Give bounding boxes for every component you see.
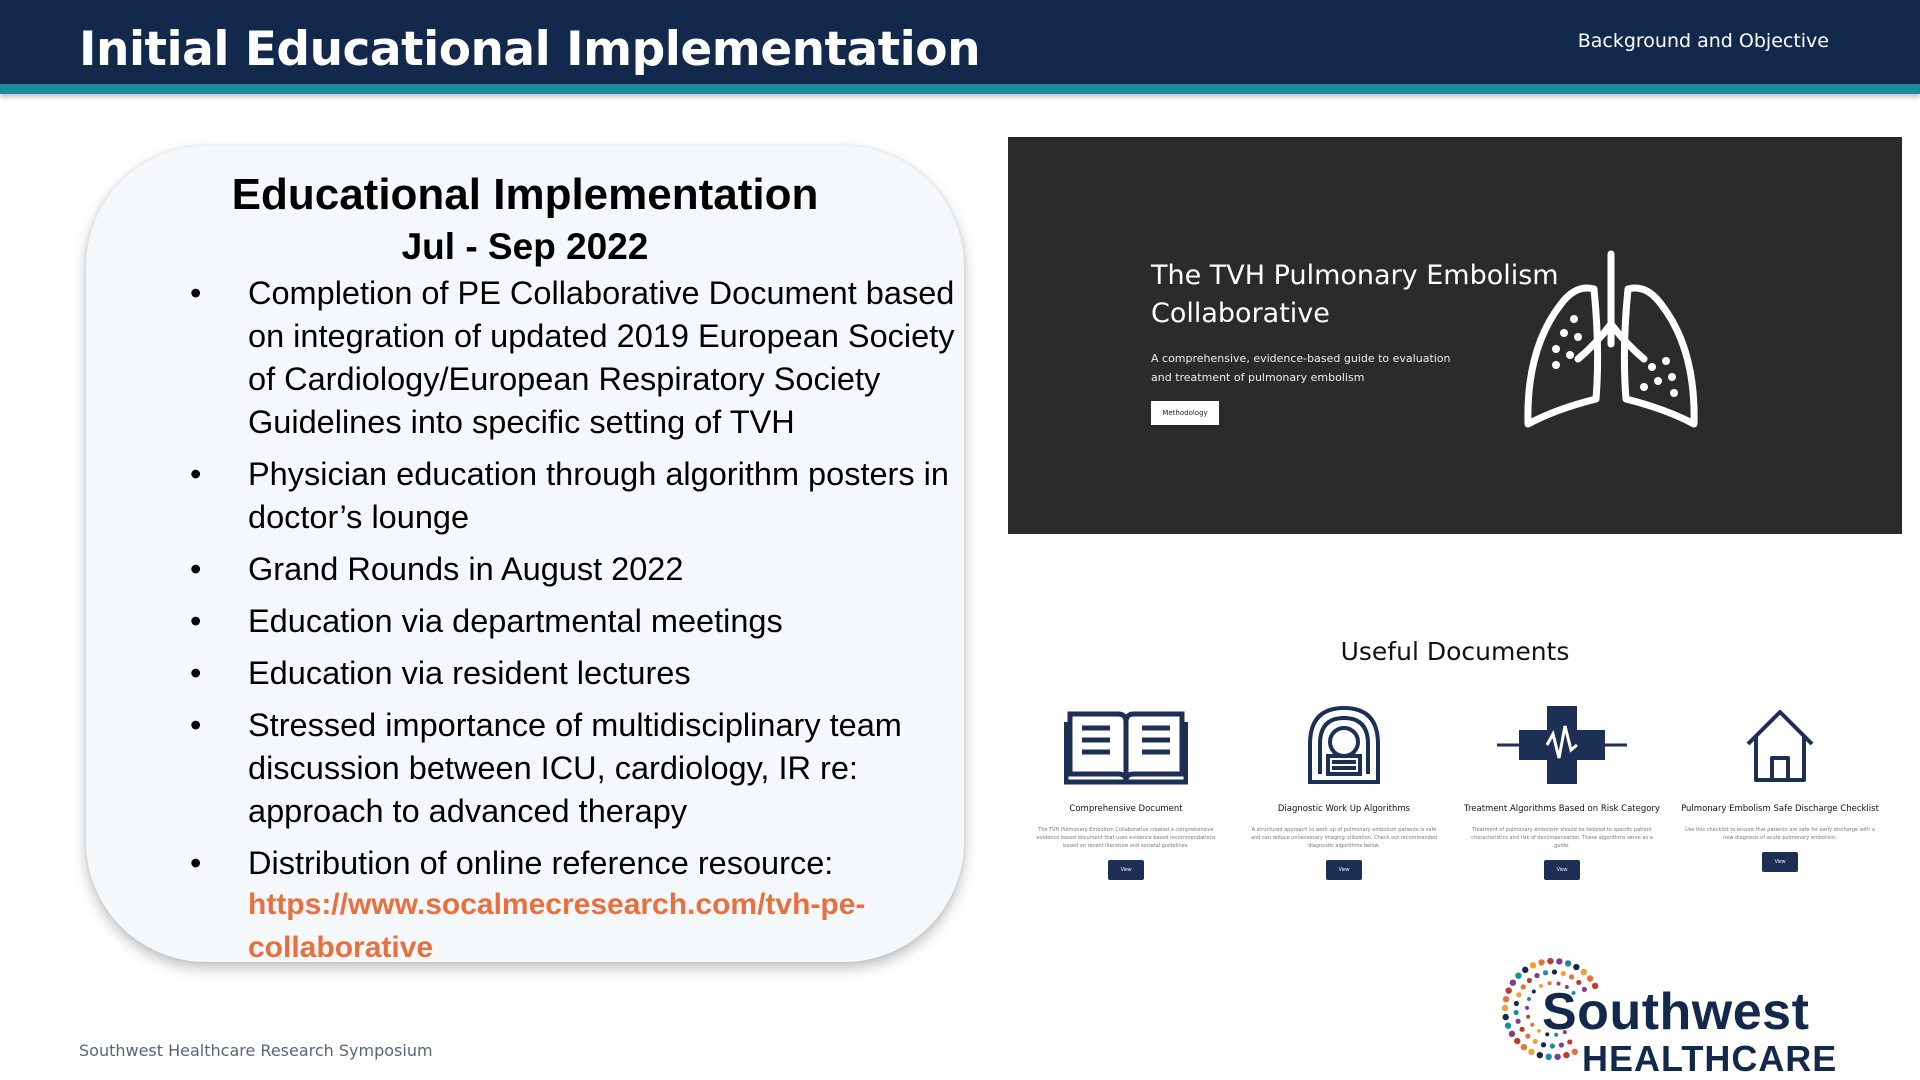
logo-dot xyxy=(1552,969,1557,974)
view-button[interactable]: View xyxy=(1108,860,1144,880)
medical-cross-icon xyxy=(1497,704,1627,786)
logo-dot xyxy=(1561,971,1566,976)
logo-dot xyxy=(1502,1014,1508,1020)
logo-dot xyxy=(1547,958,1553,964)
hero-title: The TVH Pulmonary Embolism Collaborative xyxy=(1151,260,1559,329)
slide-title: Initial Educational Implementation xyxy=(79,22,981,77)
logo-dot xyxy=(1543,970,1548,975)
logo-dot xyxy=(1519,1027,1524,1032)
bullet-text: Distribution of online reference resource: xyxy=(248,845,834,881)
bullet-text: Physician education through algorithm posters in doctor’s lounge xyxy=(248,456,949,535)
methodology-button[interactable]: Methodology xyxy=(1151,401,1219,425)
view-button[interactable]: View xyxy=(1762,852,1798,872)
bullet-text: Education via resident lectures xyxy=(248,655,691,691)
logo-dot xyxy=(1581,969,1587,975)
card-title: Educational Implementation xyxy=(231,170,819,219)
logo-dot xyxy=(1516,992,1521,997)
doc-title: Pulmonary Embolism Safe Discharge Checklist xyxy=(1681,804,1879,814)
logo-dot xyxy=(1545,1054,1551,1060)
bullet-text: Grand Rounds in August 2022 xyxy=(248,551,684,587)
logo-dot xyxy=(1510,979,1516,985)
logo-dot xyxy=(1527,997,1531,1001)
lungs-icon xyxy=(1516,249,1706,439)
logo-dot xyxy=(1505,987,1511,993)
bullet-text: Completion of PE Collaborative Document based on integration of updated 2019 European Society of Cardiology/European Respiratory Society Guidelines into specific setting of TVH xyxy=(248,275,955,440)
logo-dot xyxy=(1509,1031,1515,1037)
bullet-item xyxy=(108,652,958,695)
bullet-glyph: • xyxy=(190,707,202,743)
logo-dot xyxy=(1527,978,1532,983)
book-icon xyxy=(1064,704,1188,786)
logo-dot xyxy=(1530,962,1536,968)
logo-dot xyxy=(1521,984,1526,989)
bullet-glyph: • xyxy=(190,603,202,639)
logo-dot xyxy=(1537,1029,1541,1033)
logo-dot xyxy=(1565,960,1571,966)
doc-card-comprehensive xyxy=(1021,704,1231,880)
logo-dot xyxy=(1533,1039,1538,1044)
logo-dot xyxy=(1556,958,1562,964)
resource-link[interactable]: https://www.socalmecresearch.com/tvh-pe-collaborative xyxy=(248,888,866,964)
logo-dot xyxy=(1515,972,1521,978)
doc-description: Use this checklist to ensure that patients are safe for early discharge with a new diagnosis of acute pulmonary embolism. xyxy=(1685,827,1875,841)
logo-dot xyxy=(1534,973,1539,978)
bullet-glyph: • xyxy=(190,456,202,492)
logo-dot xyxy=(1515,1019,1520,1024)
header-stripe xyxy=(0,84,1920,94)
logo-dot xyxy=(1522,967,1528,973)
view-button[interactable]: View xyxy=(1326,860,1362,880)
logo-dot xyxy=(1528,1049,1534,1055)
logo-dot xyxy=(1514,1038,1520,1044)
doc-card-treatment xyxy=(1457,704,1667,880)
education-card xyxy=(86,146,964,962)
doc-title: Diagnostic Work Up Algorithms xyxy=(1277,804,1411,814)
logo-dot xyxy=(1550,1043,1555,1048)
bullet-glyph: • xyxy=(190,655,202,691)
header-bar xyxy=(0,0,1920,86)
logo-dot xyxy=(1537,1052,1543,1058)
logo-dot xyxy=(1541,1042,1546,1047)
bullet-item xyxy=(108,600,958,643)
card-subtitle: Jul - Sep 2022 xyxy=(401,226,649,267)
logo-wordmark: Southwest xyxy=(1542,983,1810,1041)
doc-description: A structured approach to work up of pulmonary embolism patients is safe and can reduce unnecessary imaging utilization. Check out recommended diagnostic algorithms below. xyxy=(1250,827,1438,849)
bullet-item xyxy=(108,548,958,591)
logo-dot xyxy=(1572,1049,1578,1055)
useful-documents-title: Useful Documents xyxy=(1340,637,1570,666)
logo-dot xyxy=(1521,1044,1527,1050)
logo-dot xyxy=(1573,964,1579,970)
logo-dot xyxy=(1526,1015,1530,1019)
logo-dot xyxy=(1514,1001,1519,1006)
bullet-text: Education via departmental meetings xyxy=(248,603,783,639)
logo-dot xyxy=(1525,1034,1530,1039)
doc-title: Treatment Algorithms Based on Risk Category xyxy=(1464,804,1660,814)
logo-dot xyxy=(1569,974,1574,979)
footer-text: Southwest Healthcare Research Symposium xyxy=(79,1041,433,1060)
bullet-item xyxy=(108,704,958,833)
southwest-healthcare-logo xyxy=(1498,954,1848,1079)
logo-dot xyxy=(1554,1054,1560,1060)
logo-dot xyxy=(1505,1023,1511,1029)
logo-dot xyxy=(1530,1023,1534,1027)
hero-description: A comprehensive, evidence-based guide to evaluation and treatment of pulmonary embolism xyxy=(1151,352,1451,384)
bullet-item xyxy=(108,842,958,969)
logo-dot xyxy=(1514,1010,1519,1015)
bullet-glyph: • xyxy=(190,845,202,881)
ct-scanner-icon xyxy=(1304,704,1384,786)
doc-description: The TVH Pulmonary Embolism Collaborative created a comprehensive evidence based document that uses evidence based recommendations based on recent literature and societal guidelines. xyxy=(1036,827,1216,849)
logo-dot xyxy=(1559,1042,1564,1047)
bullet-glyph: • xyxy=(190,551,202,587)
bullet-list xyxy=(108,272,958,978)
bullet-item xyxy=(108,272,958,444)
bullet-glyph: • xyxy=(190,275,202,311)
logo-dot xyxy=(1538,959,1544,965)
logo-dot xyxy=(1502,1005,1508,1011)
doc-card-diagnostic xyxy=(1239,704,1449,880)
logo-dot xyxy=(1587,975,1593,981)
bullet-text: Stressed importance of multidisciplinary team discussion between ICU, cardiology, IR re: approach to advanced therapy xyxy=(248,707,902,829)
bullet-item xyxy=(108,453,958,539)
doc-title: Comprehensive Document xyxy=(1069,804,1183,814)
doc-card-discharge xyxy=(1675,704,1885,872)
doc-description: Treatment of pulmonary embolism should be tailored to specific patient characteristics and risk of decompensation. These algorithms serve as a guide. xyxy=(1471,827,1653,849)
section-tag: Background and Objective xyxy=(1577,30,1829,52)
view-button[interactable]: View xyxy=(1544,860,1580,880)
logo-dot xyxy=(1563,1052,1569,1058)
website-hero-screenshot xyxy=(1008,137,1902,534)
logo-dot xyxy=(1532,989,1536,993)
house-icon xyxy=(1740,704,1820,786)
logo-subtitle: HEALTHCARE xyxy=(1582,1038,1838,1079)
logo-dot xyxy=(1503,996,1509,1002)
logo-dot xyxy=(1525,1006,1529,1010)
